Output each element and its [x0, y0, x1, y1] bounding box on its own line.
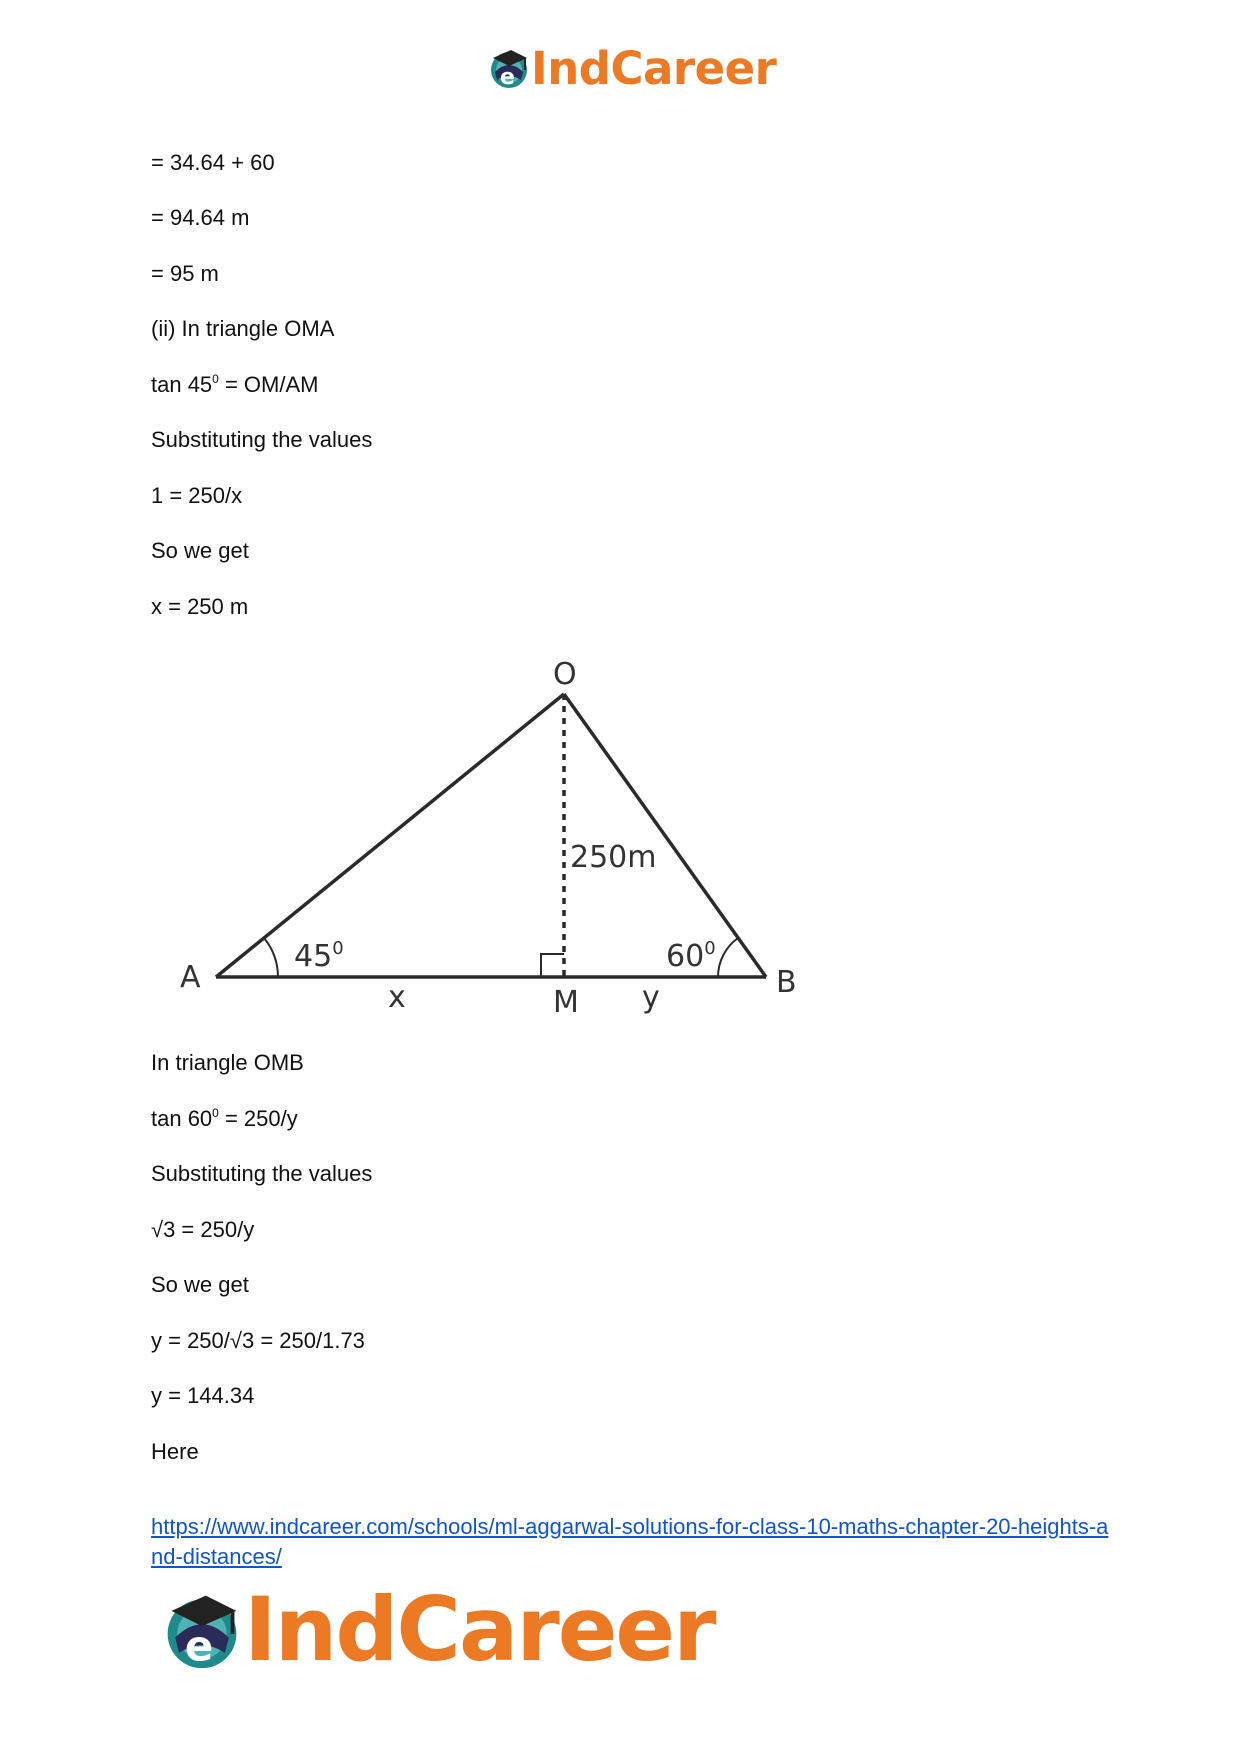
logo-wordmark: IndCareer: [531, 41, 777, 95]
tan45-prefix: tan 45: [151, 372, 213, 397]
label-a: A: [180, 960, 201, 995]
text-line: = 94.64 m: [151, 205, 250, 230]
angle-arc-a: [264, 938, 278, 977]
right-angle-mark: [541, 954, 564, 977]
side-ob: [564, 694, 766, 977]
angle-b-degree: 0: [704, 938, 716, 959]
label-x: x: [388, 980, 406, 1015]
tan45-degree: 0: [212, 372, 219, 386]
label-m: M: [553, 985, 579, 1020]
angle-a-value: 45: [294, 939, 333, 974]
tan60-suffix: = 250/y: [218, 1106, 298, 1131]
angle-a-degree: 0: [332, 938, 344, 959]
graduation-cap-logo-icon: [160, 1588, 244, 1672]
angle-b-value: 60: [666, 939, 705, 974]
tan60-line: [151, 1106, 298, 1132]
graduation-cap-logo-icon: [487, 46, 531, 90]
text-line: 1 = 250/x: [151, 483, 243, 508]
text-line: √3 = 250/y: [151, 1217, 255, 1242]
tan45-suffix: = OM/AM: [218, 372, 319, 397]
height-label: 250m: [570, 840, 657, 875]
source-link[interactable]: https://www.indcareer.com/schools/ml-aggarwal-solutions-for-class-10-maths-chapter-20-heights-and-distances/: [151, 1514, 1109, 1569]
tan60-prefix: tan 60: [151, 1106, 213, 1131]
text-line: x = 250 m: [151, 594, 249, 619]
tan45-line: [151, 372, 318, 398]
label-o: O: [553, 657, 577, 692]
label-b: B: [776, 965, 797, 1000]
svg-text:e: e: [500, 65, 515, 90]
text-line: In triangle OMB: [151, 1050, 304, 1075]
text-line: (ii) In triangle OMA: [151, 316, 335, 341]
text-line: = 34.64 + 60: [151, 150, 275, 175]
text-line: Substituting the values: [151, 1161, 373, 1186]
header-logo: [487, 40, 776, 96]
logo-wordmark: IndCareer: [244, 1578, 715, 1681]
angle-arc-b: [718, 938, 738, 977]
footer-logo: [160, 1580, 715, 1680]
tan60-degree: 0: [212, 1106, 219, 1120]
svg-text:e: e: [184, 1621, 214, 1671]
text-line: y = 250/√3 = 250/1.73: [151, 1328, 365, 1353]
triangle-diagram: [170, 650, 820, 1020]
text-line: Here: [151, 1439, 199, 1464]
side-ao: [216, 694, 564, 977]
angle-a-label: [294, 938, 344, 974]
text-line: = 95 m: [151, 261, 219, 286]
text-line: Substituting the values: [151, 427, 373, 452]
text-line: y = 144.34: [151, 1383, 255, 1408]
angle-b-label: [666, 938, 716, 974]
text-line: So we get: [151, 538, 249, 563]
label-y: y: [642, 980, 660, 1015]
text-line: So we get: [151, 1272, 249, 1297]
